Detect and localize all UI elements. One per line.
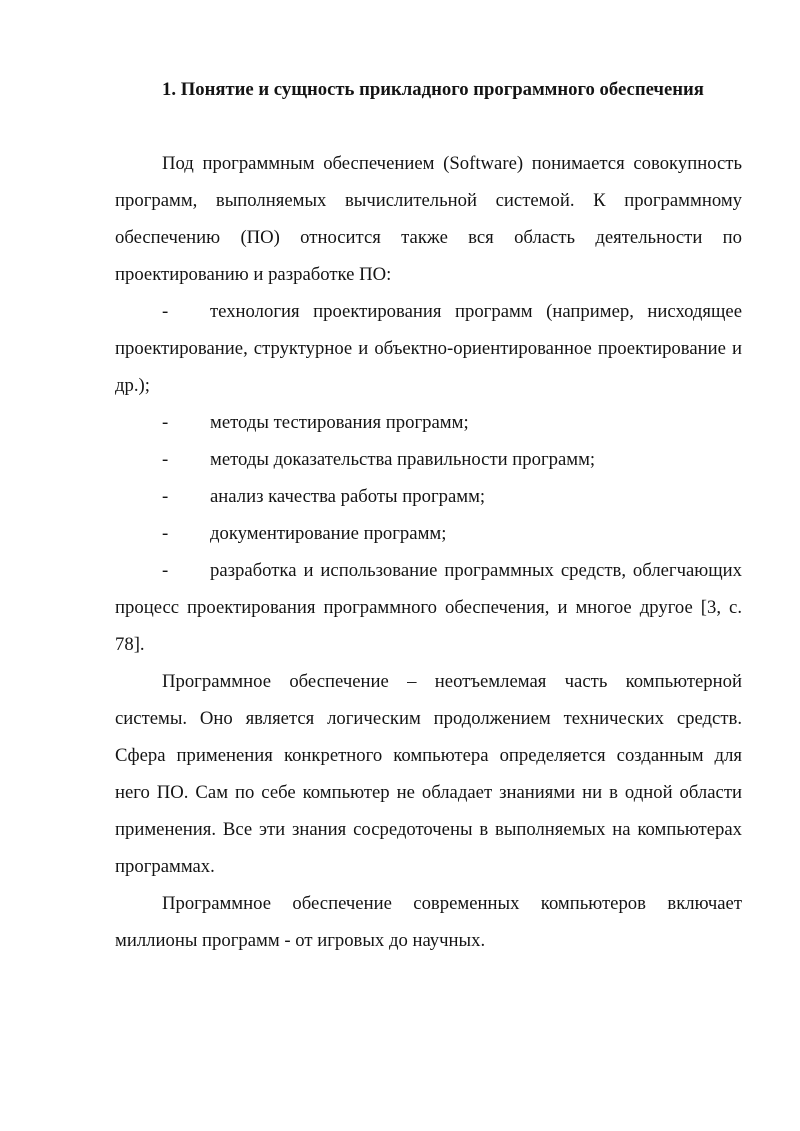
bullet-dash: - [162, 449, 169, 470]
list-item [115, 478, 742, 515]
list-item-text: методы тестирования программ; [210, 412, 469, 433]
list-item [115, 293, 742, 404]
list-item-text: анализ качества работы программ; [210, 486, 486, 507]
list-item-text: документирование программ; [210, 523, 447, 544]
bullet-list [115, 293, 742, 663]
section-heading: 1. Понятие и сущность прикладного программного обеспечения [162, 79, 704, 100]
list-item [115, 441, 742, 478]
bullet-dash: - [162, 301, 169, 322]
list-item [115, 515, 742, 552]
bullet-dash: - [162, 560, 169, 581]
list-item [115, 552, 742, 663]
bullet-dash: - [162, 523, 169, 544]
list-item-text: технология проектирования программ (например, нисходящее проектирование, структурное и объектно-ориентированное проектирование и др.); [115, 301, 742, 396]
body-paragraph: Программное обеспечение – неотъемлемая часть компьютерной системы. Оно является логическим продолжением технических средств. Сфера применения конкретного компьютера определяется созданным для него ПО. Сам по себе компьютер не обладает знаниями ни в одной области применения. Все эти знания сосредоточены в выполняемых на компьютерах программах. [115, 671, 742, 877]
body-paragraph: Программное обеспечение современных компьютеров включает миллионы программ - от игровых до научных. [115, 893, 742, 951]
intro-paragraph: Под программным обеспечением (Software) понимается совокупность программ, выполняемых вычислительной системой. К программному обеспечению (ПО) относится также вся область деятельности по проектированию и разработке ПО: [115, 153, 742, 285]
bullet-dash: - [162, 412, 169, 433]
list-item [115, 404, 742, 441]
list-item-text: методы доказательства правильности программ; [210, 449, 596, 470]
document-body [115, 71, 742, 959]
list-item-text: разработка и использование программных средств, облегчающих процесс проектирования программного обеспечения, и многое другое [3, с. 78]. [115, 560, 742, 655]
bullet-dash: - [162, 486, 169, 507]
